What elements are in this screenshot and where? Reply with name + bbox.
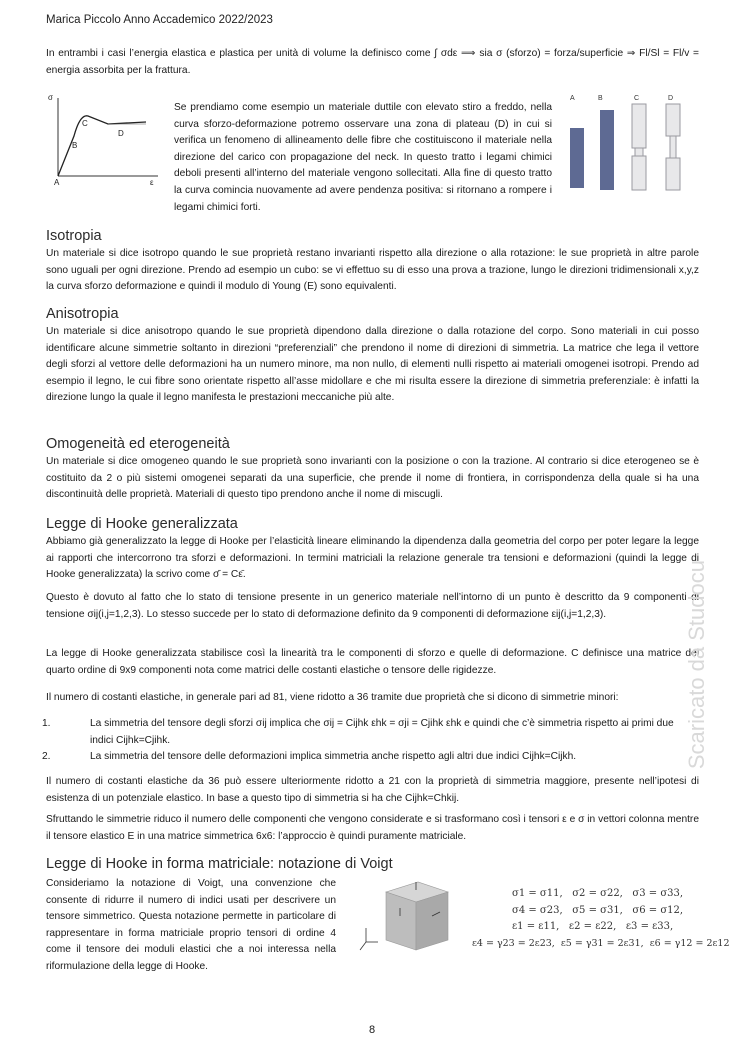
stress-strain-curve: [46, 92, 164, 188]
hooke-paragraph-5: Il numero di costanti elastiche da 36 può essere ulteriormente ridotto a 21 con la proprietà di simmetria maggiore, presente nell’ipotesi di esistenza di un potenziale elastico. In base a questo tipo di simmetria si ha che Cijhk=Chkij.: [46, 776, 699, 804]
symmetry-list: [42, 716, 699, 766]
voigt-eq: σ6 = σ12,: [632, 904, 684, 916]
voigt-eq: ε1 = ε11,: [512, 921, 560, 932]
intro-paragraph: [46, 46, 699, 79]
omogeneita-paragraph: Un materiale si dice omogeneo quando le sue proprietà sono invarianti con la posizione o con la trazione. Al contrario si dice eterogeneo se è costituito da 2 o più sistemi omogenei separati da una superficie, che prende il nome di frontiera, in corrispondenza della quale si ha una discontinuità delle proprietà. Materiali di questo tipo prendono anche il nome di miscugli.: [46, 456, 699, 501]
bars-label-a: A: [570, 95, 575, 102]
curve-label-d: D: [118, 129, 124, 138]
curve-label-a: A: [54, 178, 60, 187]
list-item-text: La simmetria del tensore delle deformazioni implica simmetria anche rispetto agli altri due indici Cijhk=Cijkh.: [90, 751, 577, 763]
hooke-paragraph-4: Il numero di costanti elastiche, in generale pari ad 81, viene ridotto a 36 tramite due proprietà che si dicono di simmetrie minori:: [46, 692, 619, 703]
voigt-eq: ε4 = γ23 = 2ε23,: [472, 937, 555, 949]
section-title-anisotropia: Anisotropia: [46, 306, 119, 322]
curve-label-b: B: [72, 141, 78, 150]
anisotropia-paragraph: Un materiale si dice anisotropo quando le sue proprietà dipendono dalla direzione o dalla rotazione del corpo. Sono materiali in cui posso identificare alcune simmetrie soltanto in direzioni “preferenziali” che prendono il nome di direzioni di simmetria. La matrice che lega il vettore degli sforzi al vettore delle deformazioni ha un numero minore, ma non nullo, di elementi nulli rispetto ai materiali omogenei isotropi. Prendo ad esempio il legno, le cui fibre sono orientate rispetto all’asse midollare e che mi risulta essere la direzione di simmetria preferenziale: è infatti la direzione lungo la quale il legno manifesta le prestazioni meccaniche più alte.: [46, 326, 699, 404]
voigt-eq: σ1 = σ11,: [512, 888, 563, 899]
list-item: 1. La simmetria del tensore degli sforzi σij implica che σij = Cijhk εhk = σji = Cjihk εhk e quindi che c’è simmetria rispetto ai primi due indici Cijhk=Cjihk.: [42, 718, 674, 746]
voigt-eq-row: [472, 936, 730, 953]
section-title-isotropia: Isotropia: [46, 228, 102, 244]
curve-label-eps: ε: [150, 178, 154, 187]
isotropia-paragraph: Un materiale si dice isotropo quando le sue proprietà restano invarianti rispetto alla direzione o alla rotazione: le sue proprietà in altre parole sono uguali per ogni direzione. Prendo ad esempio un cubo: se vi effettuo su di esso una prova a trazione, lungo le direzioni tridimensionali x,y,z la curva sforzo deformazione e quindi il modulo di Young (E) sono equivalenti.: [46, 248, 699, 293]
hooke-paragraph-6: Sfruttando le simmetrie riduco il numero delle componenti che vengono considerate e si trasformano così i tensori ε e σ in vettori colonna mentre il tensore elastico E in una matrice simmetrica 6x6: l’approccio è quindi puramente matriciale.: [46, 814, 699, 842]
hooke-paragraph-1: Abbiamo già generalizzato la legge di Hooke per l’elasticità lineare eliminando la dipendenza dalla geometria del corpo per poter legare la legge ai rapporti che intercorrono tra sforzi e deformazioni. In termini matriciali la relazione generale tra tensioni e deformazioni (quindi la legge di Hooke generalizzata) la scrivo come σ̄ = Cε̄.: [46, 536, 699, 581]
bars-label-d: D: [668, 95, 674, 102]
voigt-eq: σ4 = σ23,: [512, 904, 563, 916]
bars-label-c: C: [634, 95, 640, 102]
voigt-eq: σ2 = σ22,: [572, 888, 623, 899]
voigt-eq-row: [472, 903, 702, 920]
voigt-eq: ε2 = ε22,: [568, 921, 617, 932]
voigt-eq: σ3 = σ33,: [632, 888, 684, 899]
section-title-voigt: Legge di Hooke in forma matriciale: notazione di Voigt: [46, 856, 393, 872]
section-title-omogeneita: Omogeneità ed eterogeneità: [46, 436, 230, 452]
hooke-paragraph-2: Questo è dovuto al fatto che lo stato di tensione presente in un generico materiale nell’intorno di un punto è descritto da 9 componenti di tensione σij(i,j=1,2,3). Lo stesso succede per lo stato di deformazione definito da 9 componenti di deformazione εij(i,j=1,2,3).: [46, 592, 699, 620]
voigt-eq: ε5 = γ31 = 2ε31,: [560, 937, 644, 949]
page-header: Marica Piccolo Anno Accademico 2022/2023: [46, 14, 273, 26]
intro-text: In entrambi i casi l’energia elastica e plastica per unità di volume la definisco come ∫ σdε ⟹ sia σ (sforzo) = forza/superficie ⇒ Fl/Sl = Fl/v = energia assorbita per la frattura.: [46, 48, 699, 76]
voigt-equations: [472, 886, 730, 952]
section-title-hooke: Legge di Hooke generalizzata: [46, 516, 238, 532]
voigt-eq: ε6 = γ12 = 2ε12: [649, 937, 730, 949]
voigt-eq-row: [472, 919, 702, 936]
hooke-paragraph-3: La legge di Hooke generalizzata stabilisce così la linearità tra le componenti di sforzo e quelle di deformazione. C definisce una matrice del quarto ordine di 9x9 componenti nota come matrici delle costanti elastiche o tensore delle rigidezze.: [46, 648, 699, 676]
voigt-eq: ε3 = ε33,: [625, 921, 674, 932]
list-item-text: La simmetria del tensore degli sforzi σij implica che σij = Cijhk εhk = σji = Cjihk εhk e quindi che c’è simmetria rispetto ai primi due indici Cijhk=Cjihk.: [90, 718, 674, 746]
curve-label-c: C: [82, 119, 88, 128]
list-item: 2. La simmetria del tensore delle deformazioni implica simmetria anche rispetto agli altri due indici Cijhk=Cijkh.: [42, 751, 577, 763]
ductile-paragraph: Se prendiamo come esempio un materiale duttile con elevato stiro a freddo, nella curva sforzo-deformazione potremo osservare una zona di plateau (D) in cui si verifica un fenomeno di allineamento delle fibre che costituiscono il materiale nella direzione del carico con propagazione del neck. In questo tratto i legami chimici deboli presenti all’interno del materiale vengono sollecitati. Alla fine di questo tratto la curva comincia nuovamente ad avere pendenza positiva: si ritornano a rompere i legami chimici forti.: [174, 102, 552, 213]
voigt-eq-row: [472, 886, 702, 903]
bars-label-b: B: [598, 95, 603, 102]
voigt-paragraph: Consideriamo la notazione di Voigt, una convenzione che consente di ridurre il numero di indici usati per descrivere un tensore simmetrico. Questa notazione permette in particolare di rappresentare in forma matriciale proprio tensori di ordine 4 come il tensore dei moduli elastici che a noi interessa nella riformulazione della legge di Hooke.: [46, 878, 336, 972]
watermark: Scaricato da Studocu: [684, 560, 709, 770]
page-number: 8: [368, 1024, 376, 1036]
specimen-bars-figure: [564, 92, 694, 192]
stress-cube-figure: [356, 876, 466, 956]
voigt-eq: σ5 = σ31,: [572, 904, 623, 916]
curve-label-sigma: σ: [48, 93, 53, 102]
